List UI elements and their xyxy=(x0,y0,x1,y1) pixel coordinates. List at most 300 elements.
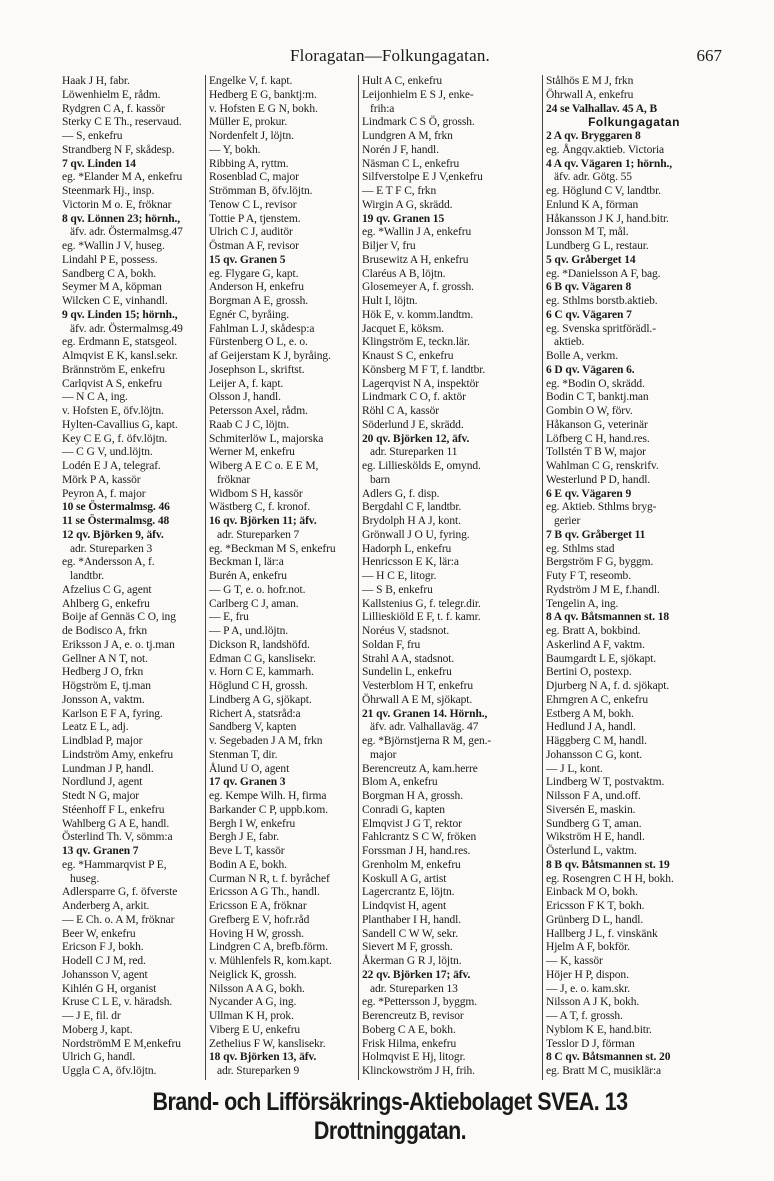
directory-entry: Bolle A, verkm. xyxy=(546,350,618,362)
page-title: Floragatan—Folkungagatan. xyxy=(290,46,490,65)
directory-entry: Olsson J, handl. xyxy=(209,391,281,404)
directory-entry: Sundberg G T, aman. xyxy=(546,817,642,830)
directory-entry: — G T, e. o. hofr.not. xyxy=(209,583,306,596)
directory-entry: Zethelius F W, kanslisekr. xyxy=(209,1037,326,1050)
directory-entry: Ehrngren A C, enkefru xyxy=(546,693,649,706)
directory-entry: Näsman C L, enkefru xyxy=(362,157,460,170)
directory-entry: Brydolph H A J, kont. xyxy=(362,515,461,527)
directory-entry: äfv. adr. Götg. 55 xyxy=(554,171,632,184)
directory-entry xyxy=(362,1079,542,1080)
directory-entry: Söderlund J E, skrädd. xyxy=(362,418,464,431)
directory-entry: Lindahl P E, possess. xyxy=(62,253,158,266)
directory-entry: Rydgren C A, f. kassör xyxy=(62,102,165,115)
directory-entry: v. Mühlenfels R, kom.kapt. xyxy=(209,955,332,967)
directory-entry: Sievert M F, grossh. xyxy=(362,941,453,954)
directory-entry: Stenman T, dir. xyxy=(209,748,278,761)
directory-entry: eg. Bratt M C, musiklär:a xyxy=(546,1065,662,1077)
directory-entry: fröknar xyxy=(217,473,251,486)
directory-entry: Beve L T, kassör xyxy=(209,845,285,857)
directory-entry: Folkungagatan xyxy=(588,115,680,130)
directory-entry: 8 C qv. Båtsmannen st. 20 xyxy=(546,1051,671,1064)
directory-entry: Estberg A M, bokh. xyxy=(546,707,634,720)
directory-entry: Nycander A G, ing. xyxy=(209,996,297,1009)
directory-entry: Ericsson A G Th., handl. xyxy=(209,886,320,899)
directory-entry: Silfverstolpe E J V,enkefru xyxy=(362,171,483,184)
directory-entry xyxy=(209,1079,358,1080)
directory-entry: Elmqvist J G T, rektor xyxy=(362,817,462,830)
directory-entry: adr. Stureparken 9 xyxy=(217,1065,300,1077)
directory-entry: Bergh I W, enkefru xyxy=(209,817,296,830)
directory-entry: Strömman B, öfv.löjtn. xyxy=(209,185,313,197)
directory-entry: Seymer M A, köpman xyxy=(62,281,162,294)
directory-entry: Raab C J C, löjtn. xyxy=(209,418,289,431)
directory-entry: Rosenblad C, major xyxy=(209,171,299,184)
directory-entry: Widbom S H, kassör xyxy=(209,487,303,500)
directory-entry: Grefberg E V, hofr.råd xyxy=(209,913,310,926)
directory-entry: Wilcken C E, vinhandl. xyxy=(62,295,168,307)
directory-entry: Almqvist E K, kansl.sekr. xyxy=(62,350,178,362)
directory-entry: eg. *Danielsson A F, bag. xyxy=(546,267,661,280)
directory-entry: 22 qv. Björken 17; äfv. xyxy=(362,968,471,981)
directory-entry: af Geijerstam K J, byråing. xyxy=(209,350,331,362)
directory-entry: adr. Stureparken 13 xyxy=(370,982,458,995)
directory-entry: Knaust S C, enkefru xyxy=(362,350,454,362)
directory-entry: Burén A, enkefru xyxy=(209,570,287,582)
directory-entry: Nordenfelt J, löjtn. xyxy=(209,130,294,142)
directory-entry: Klinckowström J H, frih. xyxy=(362,1065,475,1077)
directory-entry: 6 E qv. Vägaren 9 xyxy=(546,487,632,500)
directory-entry: Adlersparre G, f. öfverste xyxy=(62,886,178,899)
directory-entry: eg. Lillieskölds E, omynd. xyxy=(362,460,481,472)
directory-entry: 24 se Valhallav. 45 A, B xyxy=(546,102,658,115)
directory-entry: Könsberg M F T, f. landtbr. xyxy=(362,363,486,376)
directory-entry: Biljer V, fru xyxy=(362,240,416,252)
directory-entry: NordströmM E M,enkefru xyxy=(62,1037,181,1050)
directory-entry: eg. *Bodin O, skrädd. xyxy=(546,377,645,390)
directory-entry: Strahl A A, stadsnot. xyxy=(362,652,455,665)
directory-entry: Enlund K A, förman xyxy=(546,198,639,211)
directory-entry: Victorin M o. E, fröknar xyxy=(62,198,172,211)
directory-entry: Nilsson A J K, bokh. xyxy=(546,996,640,1009)
directory-entry: 10 se Östermalmsg. 46 xyxy=(62,501,170,514)
directory-entry: Wikström H E, handl. xyxy=(546,831,645,844)
directory-entry: äfv. adr. Valhallaväg. 47 xyxy=(370,721,479,734)
directory-entry: Holmqvist E Hj, litogr. xyxy=(362,1051,466,1064)
directory-entry xyxy=(546,1079,722,1080)
directory-entry: Hedlund J A, handl. xyxy=(546,721,636,734)
directory-entry: Lundman J P, handl. xyxy=(62,762,154,775)
directory-entry: 13 qv. Granen 7 xyxy=(62,845,139,857)
directory-entry: eg. *Beckman M S, enkefru xyxy=(209,542,336,555)
directory-entry: — Y, bokh. xyxy=(209,143,261,156)
directory-entry: Bodin A E, bokh. xyxy=(209,858,287,871)
directory-entry: 18 qv. Björken 13, äfv. xyxy=(209,1051,317,1064)
directory-entry: Sterky C E Th., reservaud. xyxy=(62,116,182,129)
directory-entry: barn xyxy=(370,473,391,486)
directory-entry: Viberg E U, enkefru xyxy=(209,1023,301,1036)
directory-entry: Hylten-Cavallius G, kapt. xyxy=(62,418,178,431)
directory-entry: — J E, fil. dr xyxy=(62,1010,121,1022)
directory-entry: Österlind Th. V, sömm:a xyxy=(62,831,173,844)
directory-entry: eg. Svenska spritförädl.- xyxy=(546,322,656,335)
directory-entry: Sandell C W W, sekr. xyxy=(362,927,458,940)
directory-entry: Müller E, prokur. xyxy=(209,116,288,129)
directory-entry: 5 qv. Gråberget 14 xyxy=(546,253,636,266)
directory-entry: eg. Höglund C V, landtbr. xyxy=(546,185,661,197)
directory-column-4 xyxy=(542,75,722,1080)
directory-entry: landtbr. xyxy=(70,570,105,582)
directory-entry: Grönwall J O U, fyring. xyxy=(362,528,470,541)
directory-entry: Kihlén G H, organist xyxy=(62,982,157,995)
directory-entry: Ålund U O, agent xyxy=(209,762,290,775)
directory-entry: Nilsson F A, und.off. xyxy=(546,790,641,802)
directory-entry: Nilsson A A G, bokh. xyxy=(209,982,305,995)
directory-entry xyxy=(62,1079,205,1080)
directory-entry: Mörk P A, kassör xyxy=(62,473,141,486)
directory-entry: — P A, und.löjtn. xyxy=(209,625,289,637)
directory-entry: Carlberg C J, aman. xyxy=(209,597,299,610)
directory-entry: adr. Stureparken 11 xyxy=(370,446,458,459)
directory-entry: Bodin C T, banktj.man xyxy=(546,391,649,404)
directory-entry: Beckman I, lär:a xyxy=(209,556,284,569)
directory-entry: Ericson F J, bokh. xyxy=(62,941,144,954)
directory-entry: Högström E, tj.man xyxy=(62,680,151,692)
directory-entry: Koskull A G, artist xyxy=(362,872,447,885)
directory-entry: Josephson L, skriftst. xyxy=(209,363,305,376)
directory-entry: Edman C G, kanslisekr. xyxy=(209,652,316,665)
directory-entry: Håkansson J K J, hand.bitr. xyxy=(546,212,669,225)
directory-entry: Lindgren C A, brefb.förm. xyxy=(209,941,328,954)
directory-entry: — H C E, litogr. xyxy=(362,570,437,582)
directory-entry: 8 B qv. Båtsmannen st. 19 xyxy=(546,858,670,871)
directory-entry: Adlers G, f. disp. xyxy=(362,487,440,500)
directory-entry: Schmiterlöw L, majorska xyxy=(209,432,324,445)
directory-entry: Tenow C L, revisor xyxy=(209,198,297,211)
directory-entry: Stedt N G, major xyxy=(62,790,139,802)
directory-entry: Lindberg A G, sjökapt. xyxy=(209,693,312,706)
directory-entry: Hoving H W, grossh. xyxy=(209,927,304,940)
directory-entry: 21 qv. Granen 14. Hörnh., xyxy=(362,707,488,720)
directory-entry: Lindberg W T, postvaktm. xyxy=(546,776,665,789)
directory-entry: Wahlberg G A E, handl. xyxy=(62,817,170,830)
directory-entry: Ribbing A, ryttm. xyxy=(209,157,289,170)
directory-entry: — J L, kont. xyxy=(546,762,603,775)
directory-entry: Peyron A, f. major xyxy=(62,487,146,500)
directory-entry: Askerlind A F, vaktm. xyxy=(546,638,645,651)
directory-entry: Wirgin A G, skrädd. xyxy=(362,198,453,211)
directory-entry: eg. Ångqv.aktieb. Victoria xyxy=(546,143,665,156)
directory-entry: Kruse C L E, v. häradsh. xyxy=(62,996,173,1009)
directory-entry: eg. Sthlms borstb.aktieb. xyxy=(546,295,658,307)
directory-columns xyxy=(62,75,722,1080)
directory-entry: Carlqvist A S, enkefru xyxy=(62,377,163,390)
directory-entry: Borgman A E, grossh. xyxy=(209,295,309,307)
directory-entry: Hult A C, enkefru xyxy=(362,75,443,87)
directory-entry: 6 B qv. Vägaren 8 xyxy=(546,281,632,294)
directory-entry: Boije af Gennäs C O, ing xyxy=(62,611,176,624)
directory-entry: Gellner A N T, not. xyxy=(62,652,148,665)
directory-entry: 7 qv. Linden 14 xyxy=(62,157,136,170)
directory-entry: Vesterblom H T, enkefru xyxy=(362,680,473,692)
directory-entry: Tengelin A, ing. xyxy=(546,597,619,610)
directory-entry: Hult I, löjtn. xyxy=(362,295,418,307)
directory-entry: Djurberg N A, f. d. sjökapt. xyxy=(546,680,670,692)
directory-entry: eg. *Hammarqvist P E, xyxy=(62,858,167,871)
directory-entry: Henricsson E K, lär:a xyxy=(362,556,459,569)
directory-entry: Johansson V, agent xyxy=(62,968,148,981)
directory-entry: Bergström F G, byggm. xyxy=(546,556,654,569)
directory-entry: Tollstén T B W, major xyxy=(546,446,646,459)
directory-entry: Stålhös E M J, frkn xyxy=(546,75,634,87)
directory-entry: — K, kassör xyxy=(546,955,603,967)
directory-entry: Bertini O, postexp. xyxy=(546,666,632,679)
directory-entry: Leijer A, f. kapt. xyxy=(209,377,284,390)
directory-entry: Berencreutz A, kam.herre xyxy=(362,762,478,775)
directory-entry: eg. *Andersson A, f. xyxy=(62,556,155,569)
directory-entry: Gombin O W, förv. xyxy=(546,405,633,417)
directory-entry: eg. Erdmann E, statsgeol. xyxy=(62,336,178,349)
directory-entry: Ulrich C J, auditör xyxy=(209,226,293,239)
directory-entry: 20 qv. Björken 12, äfv. xyxy=(362,432,470,445)
directory-entry: 16 qv. Björken 11; äfv. xyxy=(209,515,317,527)
directory-entry: Hedberg E G, banktj:m. xyxy=(209,88,317,101)
directory-entry: Key C E G, f. öfv.löjtn. xyxy=(62,432,168,445)
directory-entry: Neiglick K, grossh. xyxy=(209,968,297,981)
directory-entry: Forssman J H, hand.res. xyxy=(362,845,471,857)
directory-entry: Conradi G, kapten xyxy=(362,803,445,816)
directory-entry: äfv. adr. Östermalmsg.47 xyxy=(70,226,183,239)
directory-entry: Grenholm M, enkefru xyxy=(362,858,461,871)
directory-entry: Höjer H P, dispon. xyxy=(546,968,629,981)
directory-entry: Glosemeyer A, f. grossh. xyxy=(362,281,474,294)
directory-entry: eg. *Wallin J A, enkefru xyxy=(362,226,472,239)
directory-entry: Richert A, statsråd:a xyxy=(209,707,301,720)
directory-entry: Hadorph L, enkefru xyxy=(362,542,452,555)
directory-entry: 4 A qv. Vägaren 1; hörnh., xyxy=(546,157,673,170)
directory-entry: 6 D qv. Vägaren 6. xyxy=(546,363,635,376)
directory-entry: Lindmark C O, f. aktör xyxy=(362,391,466,404)
directory-entry: Frisk Hilma, enkefru xyxy=(362,1037,457,1050)
directory-entry: 15 qv. Granen 5 xyxy=(209,253,286,266)
directory-entry: — E T F C, frkn xyxy=(362,185,437,197)
directory-entry: Jacquet E, köksm. xyxy=(362,322,444,335)
directory-entry: eg. Kempe Wilh. H, firma xyxy=(209,790,327,802)
directory-entry: Jonsson M T, mål. xyxy=(546,226,629,239)
directory-entry: Hedberg J O, frkn xyxy=(62,666,144,679)
directory-entry: 6 C qv. Vägaren 7 xyxy=(546,308,632,321)
directory-entry: Borgman H A, grossh. xyxy=(362,790,463,802)
directory-entry: Wästberg C, f. kronof. xyxy=(209,501,311,514)
directory-entry: Lindström Amy, enkefru xyxy=(62,748,174,761)
directory-entry: Wiberg A E C o. E E M, xyxy=(209,460,319,472)
directory-entry: Hodell C J M, red. xyxy=(62,955,146,967)
footer-advert: Brand- och Lifförsäkrings-Aktiebolaget SVEA. 13 Drottninggatan. xyxy=(152,1088,628,1145)
directory-entry: eg. *Elander M A, enkefru xyxy=(62,171,183,184)
directory-entry: Brännström E, enkefru xyxy=(62,363,165,376)
directory-entry: huseg. xyxy=(70,872,100,885)
directory-entry: Afzelius C G, agent xyxy=(62,583,152,596)
directory-entry: Anderson H, enkefru xyxy=(209,281,304,294)
directory-entry: Ulrich G, handl. xyxy=(62,1051,136,1064)
directory-entry: eg. *Wallin J V, huseg. xyxy=(62,240,165,252)
directory-entry: Hök E, v. komm.landtm. xyxy=(362,308,474,321)
directory-entry: Uggla C A, öfv.löjtn. xyxy=(62,1065,157,1077)
directory-entry: Egnér C, byråing. xyxy=(209,308,290,321)
directory-entry: Hjelm A F, bokför. xyxy=(546,941,630,954)
directory-entry: Ullman K H, prok. xyxy=(209,1010,294,1022)
page-header xyxy=(58,46,722,68)
directory-entry: Häggberg C M, handl. xyxy=(546,735,647,747)
directory-entry: Lillieskiöld E F, t. f. kamr. xyxy=(362,611,481,624)
directory-entry: Höglund C H, grossh. xyxy=(209,680,308,692)
directory-entry: Blom A, enkefru xyxy=(362,776,438,789)
directory-entry: Soldan F, fru xyxy=(362,638,421,651)
directory-entry: Lindmark C S Ö, grossh. xyxy=(362,116,475,129)
directory-entry: Lundgren A M, frkn xyxy=(362,130,453,142)
directory-entry: Einback M O, bokh. xyxy=(546,886,638,899)
directory-entry: Lundberg G L, restaur. xyxy=(546,240,649,252)
directory-entry: Grünberg D L, handl. xyxy=(546,913,644,926)
directory-entry: Klingström E, teckn.lär. xyxy=(362,336,470,349)
directory-entry: Lagercrantz E, löjtn. xyxy=(362,886,455,899)
directory-entry: eg. *Björnstjerna R M, gen.- xyxy=(362,735,492,747)
directory-column-2 xyxy=(205,75,358,1080)
directory-entry: eg. *Pettersson J, byggm. xyxy=(362,996,478,1009)
directory-entry: Ericsson F K T, bokh. xyxy=(546,900,645,912)
directory-entry: Lodén E J A, telegraf. xyxy=(62,460,161,472)
directory-entry: Engelke V, f. kapt. xyxy=(209,75,293,87)
directory-entry: — J, e. o. kam.skr. xyxy=(546,982,631,995)
directory-entry: frih:a xyxy=(370,102,395,115)
directory-entry: eg. Bratt A, bokbind. xyxy=(546,625,641,637)
directory-entry: Stéenhoff F L, enkefru xyxy=(62,803,165,816)
directory-entry: eg. Sthlms stad xyxy=(546,542,615,555)
directory-entry: 8 A qv. Båtsmannen st. 18 xyxy=(546,611,670,624)
directory-entry: Fürstenberg O L, e. o. xyxy=(209,336,308,349)
directory-entry: Berencreutz B, revisor xyxy=(362,1010,464,1022)
directory-entry: Håkanson G, veterinär xyxy=(546,418,648,431)
directory-entry: eg. Flygare G, kapt. xyxy=(209,267,299,280)
directory-entry: Brusewitz A H, enkefru xyxy=(362,253,469,266)
directory-entry: gerier xyxy=(554,515,581,527)
directory-entry: Beer W, enkefru xyxy=(62,927,136,940)
directory-entry: Karlson E F A, fyring. xyxy=(62,707,163,720)
directory-entry: Leijonhielm E S J, enke- xyxy=(362,88,474,101)
directory-entry: Löfberg C H, hand.res. xyxy=(546,432,650,445)
directory-entry: adr. Stureparken 7 xyxy=(217,528,300,541)
directory-entry: — E, fru xyxy=(209,611,249,624)
directory-entry: Ericsson E A, fröknar xyxy=(209,900,307,912)
directory-entry: Wahlman C G, renskrifv. xyxy=(546,460,659,472)
directory-entry: Sandberg C A, bokh. xyxy=(62,267,157,280)
directory-entry: Röhl C A, kassör xyxy=(362,405,439,417)
directory-entry: aktieb. xyxy=(554,336,585,349)
directory-entry: Westerlund P D, handl. xyxy=(546,473,651,486)
directory-column-3 xyxy=(358,75,542,1080)
directory-entry: — S, enkefru xyxy=(62,130,123,142)
directory-entry: Werner M, enkefru xyxy=(209,446,295,459)
directory-entry: Norén J F, handl. xyxy=(362,143,439,156)
directory-entry: Löwenhielm E, rådm. xyxy=(62,88,161,101)
directory-entry: Boberg C A E, bokh. xyxy=(362,1023,456,1036)
directory-entry: 7 B qv. Gråberget 11 xyxy=(546,528,646,541)
page-number: 667 xyxy=(696,46,722,65)
directory-entry: Tesslor D J, förman xyxy=(546,1037,635,1050)
directory-entry: Steenmark Hj., insp. xyxy=(62,185,155,197)
directory-entry: 11 se Östermalmsg. 48 xyxy=(62,515,170,527)
directory-entry: v. Hofsten E, öfv.löjtn. xyxy=(62,405,164,417)
directory-entry: 9 qv. Linden 15; hörnh., xyxy=(62,308,178,321)
directory-entry: major xyxy=(370,748,397,761)
directory-column-1 xyxy=(62,75,205,1080)
directory-entry: Bergdahl C F, landtbr. xyxy=(362,501,462,514)
directory-entry: — C G V, und.löjtn. xyxy=(62,446,153,459)
directory-entry: Hallberg J L, f. vinskänk xyxy=(546,927,658,940)
directory-entry: 2 A qv. Bryggaren 8 xyxy=(546,130,641,142)
directory-entry: Öhrwall A, enkefru xyxy=(546,88,634,101)
directory-entry: äfv. adr. Östermalmsg.49 xyxy=(70,322,183,335)
directory-entry: Sundelin L, enkefru xyxy=(362,666,452,679)
directory-entry: 17 qv. Granen 3 xyxy=(209,776,286,789)
directory-entry: Österlund L, vaktm. xyxy=(546,845,637,857)
directory-entry: Futy F T, reseomb. xyxy=(546,570,631,582)
directory-entry: Öhrwall A E M, sjökapt. xyxy=(362,693,473,706)
directory-entry: — A T, f. grossh. xyxy=(546,1010,623,1022)
directory-entry: Sandberg V, kapten xyxy=(209,721,297,734)
directory-entry: Leatz E L, adj. xyxy=(62,721,129,734)
directory-entry: Fahlcrantz S C W, fröken xyxy=(362,831,477,844)
directory-entry: Noréus V, stadsnot. xyxy=(362,625,450,637)
directory-entry: v. Hofsten E G N, bokh. xyxy=(209,102,318,115)
directory-entry: Lindqvist H, agent xyxy=(362,900,447,912)
directory-entry: Nordlund J, agent xyxy=(62,776,143,789)
directory-entry: Rydström J M E, f.handl. xyxy=(546,583,660,596)
directory-entry: Claréus A B, löjtn. xyxy=(362,267,446,280)
directory-entry: Siversén E, maskin. xyxy=(546,803,636,816)
directory-entry: Jonsson A, vaktm. xyxy=(62,693,145,706)
directory-entry: v. Horn C E, kammarh. xyxy=(209,666,314,679)
directory-entry: 19 qv. Granen 15 xyxy=(362,212,445,225)
directory-entry: adr. Stureparken 3 xyxy=(70,542,153,555)
directory-entry: — E Ch. o. A M, fröknar xyxy=(62,913,175,926)
directory-entry: Nyblom K E, hand.bitr. xyxy=(546,1023,652,1036)
directory-entry: Östman A F, revisor xyxy=(209,240,299,252)
directory-entry: Fahlman L J, skådesp:a xyxy=(209,322,315,335)
directory-entry: 12 qv. Björken 9, äfv. xyxy=(62,528,164,541)
directory-entry: Lindblad P, major xyxy=(62,735,143,747)
directory-entry: Tottie P A, tjenstem. xyxy=(209,212,301,225)
directory-entry: Kallstenius G, f. telegr.dir. xyxy=(362,597,481,610)
directory-entry: Anderberg A, arkit. xyxy=(62,900,150,912)
directory-entry: Dickson R, landshöfd. xyxy=(209,638,310,651)
directory-entry: Johansson C G, kont. xyxy=(546,748,643,761)
directory-entry: eg. Rosengren C H H, bokh. xyxy=(546,872,674,885)
directory-entry: Lagerqvist N A, inspektör xyxy=(362,377,479,390)
directory-entry: 8 qv. Lönnen 23; hörnh., xyxy=(62,212,181,225)
directory-entry: Bergh J E, fabr. xyxy=(209,831,280,844)
directory-entry: Barkander C P, uppb.kom. xyxy=(209,803,328,816)
directory-entry: Strandberg N F, skådesp. xyxy=(62,143,175,156)
directory-entry: eg. Aktieb. Sthlms bryg- xyxy=(546,501,657,514)
directory-entry: de Bodisco A, frkn xyxy=(62,625,148,637)
directory-entry: — N C A, ing. xyxy=(62,391,128,404)
directory-entry: Planthaber I H, handl. xyxy=(362,913,462,926)
directory-entry: Curman N R, t. f. byråchef xyxy=(209,872,330,885)
directory-entry: Eriksson J A, e. o. tj.man xyxy=(62,638,175,651)
directory-entry: v. Segebaden J A M, frkn xyxy=(209,735,323,747)
directory-entry: Ahlberg G, enkefru xyxy=(62,597,150,610)
directory-entry: Åkerman G R J, löjtn. xyxy=(362,955,462,967)
